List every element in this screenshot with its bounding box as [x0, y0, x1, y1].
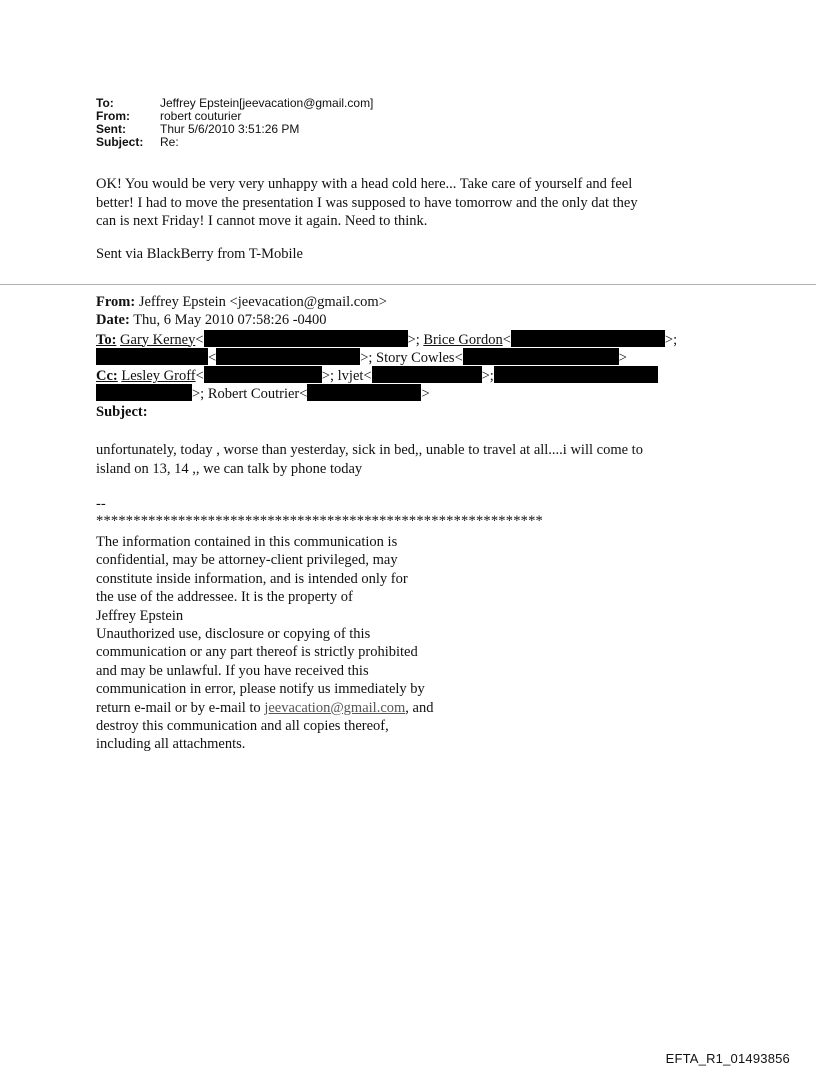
- redaction-box: [463, 348, 619, 365]
- disclaimer-line: the use of the addressee. It is the property of: [96, 589, 353, 606]
- divider: [0, 284, 816, 285]
- fwd-cc-second: lvjet: [337, 368, 364, 385]
- fwd-cc-third: Robert Coutrier: [207, 386, 300, 403]
- disclaimer-email-line: [96, 699, 516, 717]
- fwd-from-value: Jeffrey Epstein <jeevacation@gmail.com>: [138, 294, 387, 310]
- redaction-box: [96, 384, 192, 401]
- reply-line: OK! You would be very very unhappy with a head cold here... Take care of yourself and feel: [96, 176, 633, 192]
- reply-line: better! I had to move the presentation I was supposed to have tomorrow and the only dat they: [96, 194, 638, 211]
- fwd-subject-label: Subject:: [96, 403, 148, 420]
- signature-dash: --: [96, 496, 106, 512]
- document-id: EFTA_R1_01493856: [665, 1051, 790, 1066]
- disclaimer-line: including all attachments.: [96, 736, 246, 753]
- header-to-value: Jeffrey Epstein[jeevacation@gmail.com]: [160, 96, 374, 110]
- header-sent-label: Sent:: [96, 122, 126, 136]
- redaction-box: [204, 330, 408, 347]
- gt-sign: >;: [407, 331, 420, 348]
- redaction-box: [96, 348, 208, 365]
- lt-sign: <: [195, 368, 204, 385]
- fwd-to-label: To:: [96, 331, 117, 348]
- redaction-box: [511, 330, 665, 347]
- redaction-box: [372, 366, 482, 383]
- reply-signature: Sent via BlackBerry from T-Mobile: [96, 246, 303, 262]
- redaction-box: [494, 366, 658, 383]
- lt-sign: <: [502, 331, 511, 348]
- gt-sign: >;: [360, 349, 373, 366]
- fwd-to-third: Story Cowles: [376, 349, 455, 366]
- forwarded-header: [96, 293, 736, 421]
- disclaimer-line: destroy this communication and all copies thereof,: [96, 718, 389, 735]
- disclaimer-line: Unauthorized use, disclosure or copying of this: [96, 626, 371, 643]
- header-from-label: From:: [96, 109, 130, 123]
- forwarded-body: [96, 441, 736, 478]
- lt-sign: <: [195, 331, 204, 348]
- header-subject-label: Subject:: [96, 135, 144, 149]
- message-line: island on 13, 14 ,, we can talk by phone today: [96, 460, 363, 477]
- asterisk-separator: ************************************************************: [96, 513, 543, 529]
- redaction-box: [204, 366, 322, 383]
- fwd-cc-line: [96, 366, 736, 384]
- disclaimer-line: The information contained in this communication is: [96, 534, 398, 550]
- reply-body: [96, 175, 736, 231]
- lt-sign: <: [363, 368, 372, 385]
- gt-sign: >: [421, 386, 430, 403]
- disclaimer-email-prefix: return e-mail or by e-mail to: [96, 699, 265, 716]
- fwd-subject-line: [96, 403, 736, 421]
- disclaimer-line: and may be unlawful. If you have received this: [96, 662, 369, 679]
- fwd-date-line: [96, 311, 736, 329]
- header-sent-value: Thur 5/6/2010 3:51:26 PM: [160, 122, 300, 136]
- gt-sign: >: [618, 349, 627, 366]
- redaction-box: [216, 348, 360, 365]
- disclaimer: [96, 533, 516, 754]
- gt-sign: >;: [192, 386, 205, 403]
- fwd-cc-line-2: [96, 384, 736, 402]
- disclaimer-line: constitute inside information, and is intended only for: [96, 570, 408, 587]
- header-subject-value: Re:: [160, 135, 179, 149]
- email-link[interactable]: jeevacation@gmail.com: [264, 699, 406, 716]
- message-line: unfortunately, today , worse than yesterday, sick in bed,, unable to travel at all....i will come to: [96, 442, 643, 458]
- fwd-from-label: From:: [96, 294, 136, 310]
- email-header: [96, 97, 373, 149]
- fwd-to-line-2: [96, 348, 736, 366]
- lt-sign: <: [454, 349, 463, 366]
- fwd-to-second: Brice Gordon: [423, 331, 503, 348]
- fwd-from-line: [96, 293, 736, 311]
- disclaimer-line: confidential, may be attorney-client privileged, may: [96, 552, 398, 569]
- disclaimer-line: Jeffrey Epstein: [96, 607, 184, 624]
- fwd-to-line: [96, 330, 736, 348]
- gt-sign: >;: [664, 331, 678, 348]
- disclaimer-line: communication in error, please notify us immediately by: [96, 681, 425, 698]
- redaction-box: [307, 384, 421, 401]
- reply-line: can is next Friday! I cannot move it again. Need to think.: [96, 213, 428, 229]
- lt-sign: <: [208, 349, 217, 366]
- lt-sign: <: [299, 386, 308, 403]
- fwd-cc-first: Lesley Groff: [121, 368, 196, 385]
- disclaimer-email-suffix: , and: [405, 699, 434, 716]
- disclaimer-line: communication or any part thereof is strictly prohibited: [96, 644, 418, 661]
- header-from-value: robert couturier: [160, 109, 242, 123]
- gt-sign: >;: [481, 368, 494, 385]
- header-to-label: To:: [96, 96, 114, 110]
- fwd-date-value: Thu, 6 May 2010 07:58:26 -0400: [133, 312, 327, 329]
- header-subject-row: [96, 136, 373, 149]
- fwd-to-first: Gary Kerney: [120, 331, 196, 348]
- fwd-cc-label: Cc:: [96, 368, 118, 385]
- gt-sign: >;: [321, 368, 335, 385]
- fwd-date-label: Date:: [96, 312, 130, 329]
